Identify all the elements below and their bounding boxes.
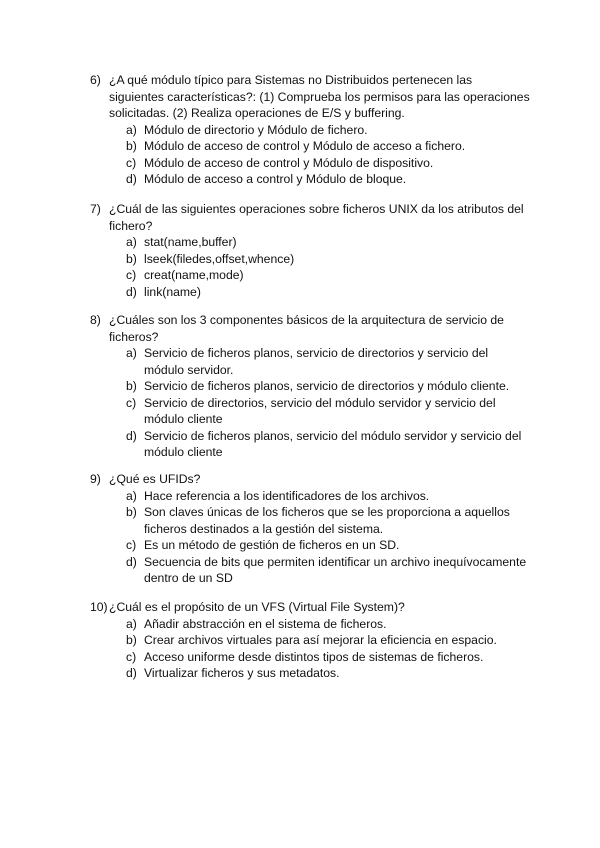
question-stem <box>90 312 530 345</box>
option-text: Módulo de acceso de control y Módulo de dispositivo. <box>144 155 434 170</box>
option-text: Virtualizar ficheros y sus metadatos. <box>144 666 340 680</box>
option-a <box>126 122 530 139</box>
question-text: ¿A qué módulo típico para Sistemas no Distribuidos pertenecen las siguientes características?: (1) Comprueba los permisos para las operaciones solicitadas. (2) Realiza operaciones de E/S y buffering. <box>109 73 530 120</box>
option-letter: c) <box>126 155 137 170</box>
option-d <box>126 428 530 461</box>
question-10 <box>90 599 530 682</box>
option-letter: d) <box>126 284 137 299</box>
option-text: Son claves únicas de los ficheros que se les proporciona a aquellos ficheros destinados a la gestión del sistema. <box>144 505 510 536</box>
option-letter: a) <box>126 488 137 503</box>
question-stem <box>90 599 530 616</box>
question-number: 7) <box>90 202 101 216</box>
option-b <box>126 251 530 268</box>
option-b <box>126 138 530 155</box>
option-c <box>126 537 530 554</box>
option-letter: b) <box>126 139 137 153</box>
question-stem <box>90 471 530 488</box>
question-text: ¿Cuál de las siguientes operaciones sobre ficheros UNIX da los atributos del fichero? <box>109 202 524 233</box>
question-6 <box>90 72 530 188</box>
option-letter: d) <box>126 428 137 443</box>
option-c <box>126 395 530 428</box>
option-text: stat(name,buffer) <box>144 235 237 249</box>
option-text: Servicio de directorios, servicio del módulo servidor y servicio del módulo cliente <box>144 395 496 426</box>
option-letter: a) <box>126 235 137 249</box>
option-text: Servicio de ficheros planos, servicio del módulo servidor y servicio del módulo cliente <box>144 428 522 459</box>
option-letter: d) <box>126 554 137 569</box>
option-text: Módulo de acceso de control y Módulo de acceso a fichero. <box>144 139 466 153</box>
option-b <box>126 378 530 395</box>
options-list <box>126 234 530 300</box>
option-text: Servicio de ficheros planos, servicio de directorios y módulo cliente. <box>144 379 510 393</box>
options-list <box>126 616 530 682</box>
question-number: 6) <box>90 73 101 87</box>
option-text: Módulo de acceso a control y Módulo de bloque. <box>144 172 407 186</box>
option-text: Es un método de gestión de ficheros en un SD. <box>144 538 400 552</box>
option-letter: a) <box>126 346 137 360</box>
option-letter: c) <box>126 649 137 664</box>
option-a <box>126 234 530 251</box>
option-letter: c) <box>126 268 137 282</box>
option-letter: b) <box>126 505 137 519</box>
question-9 <box>90 471 530 587</box>
option-text: Acceso uniforme desde distintos tipos de sistemas de ficheros. <box>144 649 484 664</box>
option-letter: d) <box>126 172 137 186</box>
option-text: Módulo de directorio y Módulo de fichero. <box>144 122 368 137</box>
option-a <box>126 616 530 633</box>
option-d <box>126 171 530 188</box>
question-7 <box>90 201 530 300</box>
option-c <box>126 649 530 666</box>
question-number: 9) <box>90 472 101 486</box>
options-list <box>126 122 530 188</box>
option-letter: b) <box>126 251 137 266</box>
option-letter: d) <box>126 666 137 680</box>
options-list <box>126 488 530 587</box>
question-stem <box>90 201 530 234</box>
question-8 <box>90 312 530 461</box>
option-letter: a) <box>126 122 137 137</box>
options-list <box>126 345 530 461</box>
option-letter: c) <box>126 395 137 410</box>
option-text: Secuencia de bits que permiten identificar un archivo inequívocamente dentro de un SD <box>144 554 527 585</box>
option-letter: a) <box>126 616 137 631</box>
option-d <box>126 665 530 682</box>
option-b <box>126 632 530 649</box>
question-number: 8) <box>90 313 101 327</box>
question-text: ¿Cuáles son los 3 componentes básicos de la arquitectura de servicio de ficheros? <box>109 313 504 344</box>
question-number: 10) <box>90 600 108 614</box>
option-text: Crear archivos virtuales para así mejorar la eficiencia en espacio. <box>144 633 497 647</box>
option-text: Hace referencia a los identificadores de los archivos. <box>144 488 430 503</box>
option-d <box>126 284 530 301</box>
option-letter: c) <box>126 538 137 552</box>
option-letter: b) <box>126 379 137 393</box>
option-a <box>126 345 530 378</box>
option-letter: b) <box>126 633 137 647</box>
option-d <box>126 554 530 587</box>
option-a <box>126 488 530 505</box>
question-text: ¿Cuál es el propósito de un VFS (Virtual File System)? <box>109 600 405 614</box>
question-stem <box>90 72 530 122</box>
option-c <box>126 267 530 284</box>
option-b <box>126 504 530 537</box>
option-text: lseek(filedes,offset,whence) <box>144 251 295 266</box>
option-c <box>126 155 530 172</box>
option-text: link(name) <box>144 284 201 299</box>
option-text: creat(name,mode) <box>144 268 244 282</box>
question-text: ¿Qué es UFIDs? <box>109 472 201 486</box>
option-text: Añadir abstracción en el sistema de ficheros. <box>144 616 387 631</box>
option-text: Servicio de ficheros planos, servicio de directorios y servicio del módulo servidor. <box>144 346 489 377</box>
